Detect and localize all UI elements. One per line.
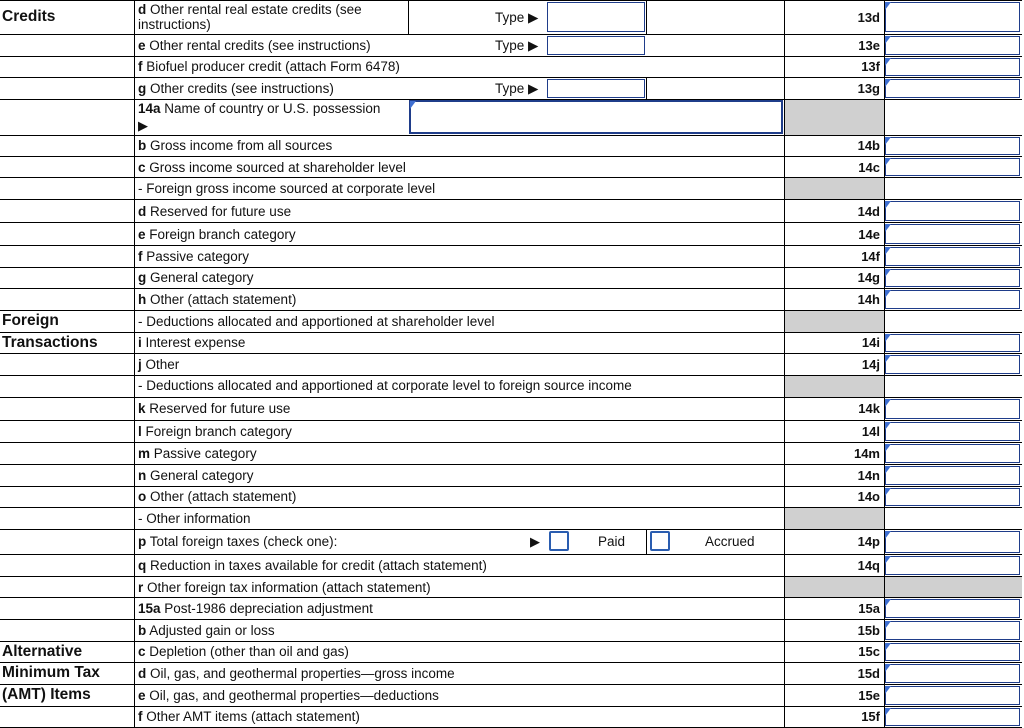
arrow-icon: ▶ (138, 118, 148, 133)
line-15f-amount-field[interactable] (885, 708, 1020, 726)
line-14d-amount-field[interactable] (885, 201, 1020, 221)
line-14b-code: 14b (857, 138, 880, 153)
section-foreign-line1: Foreign (2, 312, 59, 329)
line-15a-amount-input[interactable] (886, 600, 1019, 617)
line-13e-amount-input[interactable] (886, 37, 1019, 54)
line-13f-label: f Biofuel producer credit (attach Form 6478) (138, 59, 400, 74)
line-14g-amount-input[interactable] (886, 271, 1019, 287)
column-rule (646, 77, 647, 99)
row-rule (0, 641, 1022, 642)
field-flag-icon (885, 224, 891, 232)
type-label: Type ▶ (495, 10, 539, 25)
field-flag-icon (885, 355, 891, 363)
field-flag-icon (885, 444, 891, 452)
line-14p-amount-field[interactable] (885, 531, 1020, 553)
field-flag-icon (885, 247, 891, 255)
shaded-cell (785, 376, 884, 397)
subheading-corporate-deductions: - Deductions allocated and apportioned at corporate level to foreign source income (138, 378, 632, 393)
field-flag-icon (885, 158, 891, 166)
row-rule (0, 332, 1022, 333)
line-15a-label: 15a Post-1986 depreciation adjustment (138, 601, 373, 616)
row-rule (0, 442, 1022, 443)
line-15d-code: 15d (857, 666, 880, 681)
line-15c-amount-input[interactable] (886, 645, 1019, 661)
field-flag-icon (885, 334, 891, 342)
line-14o-amount-field[interactable] (885, 488, 1020, 506)
line-14g-code: 14g (857, 270, 880, 285)
line-14j-label: j Other (138, 357, 180, 372)
line-14p-amount-input[interactable] (886, 532, 1019, 552)
row-rule (0, 684, 1022, 685)
line-14h-code: 14h (857, 292, 880, 307)
row-rule (0, 706, 1022, 707)
line-13g-type-input[interactable] (548, 80, 644, 97)
section-amt-line1: Alternative (2, 643, 83, 660)
line-13g-amount-input[interactable] (886, 80, 1019, 97)
line-14n-amount-field[interactable] (885, 466, 1020, 485)
line-14k-amount-input[interactable] (886, 400, 1019, 418)
line-14b-label: b Gross income from all sources (138, 138, 333, 153)
line-14h-amount-field[interactable] (885, 290, 1020, 309)
row-rule (0, 267, 1022, 268)
line-13g-label: g Other credits (see instructions) (138, 81, 334, 96)
row-rule (0, 222, 1022, 223)
line-15c-code: 15c (858, 644, 880, 659)
field-flag-icon (885, 269, 891, 277)
line-15b-code: 15b (857, 623, 880, 638)
subheading-corporate-income: - Foreign gross income sourced at corporate level (138, 181, 436, 196)
accrued-checkbox[interactable] (650, 531, 670, 551)
line-15e-amount-input[interactable] (886, 687, 1019, 704)
line-14q-amount-input[interactable] (886, 557, 1019, 574)
shaded-cell (785, 508, 884, 529)
line-14m-amount-input[interactable] (886, 445, 1019, 462)
row-rule (0, 156, 1022, 157)
line-14a-label: 14a Name of country or U.S. possession (138, 101, 381, 116)
line-14b-amount-field[interactable] (885, 137, 1020, 155)
country-name-field[interactable] (409, 100, 783, 134)
field-flag-icon (885, 621, 891, 629)
shaded-cell (785, 311, 884, 332)
field-flag-icon (885, 36, 891, 44)
field-flag-icon (885, 531, 891, 539)
row-rule (0, 353, 1022, 354)
column-rule (646, 529, 647, 554)
line-14n-code: 14n (857, 468, 880, 483)
line-13d-code: 13d (857, 10, 880, 25)
accrued-label: Accrued (705, 534, 755, 549)
line-15f-code: 15f (861, 709, 880, 724)
line-14k-code: 14k (858, 401, 880, 416)
field-flag-icon (885, 664, 891, 672)
line-15f-label: f Other AMT items (attach statement) (138, 709, 360, 724)
row-rule (0, 597, 1022, 598)
line-14j-code: 14j (861, 357, 880, 372)
paid-checkbox[interactable] (549, 531, 569, 551)
line-15f-amount-input[interactable] (886, 710, 1019, 726)
row-rule (0, 56, 1022, 57)
line-14e-code: 14e (858, 227, 880, 242)
line-14c-amount-field[interactable] (885, 158, 1020, 176)
line-15e-amount-field[interactable] (885, 686, 1020, 705)
line-14i-amount-input[interactable] (886, 336, 1019, 352)
line-15a-code: 15a (858, 601, 880, 616)
line-13d-amount-field[interactable] (885, 2, 1020, 32)
section-amt-line3: (AMT) Items (2, 686, 91, 703)
field-flag-icon (885, 556, 891, 564)
row-rule (0, 464, 1022, 465)
line-14l-label: l Foreign branch category (138, 424, 292, 439)
type-label: Type ▶ (495, 38, 539, 53)
row-rule (0, 288, 1022, 289)
line-14l-amount-field[interactable] (885, 422, 1020, 441)
row-rule (0, 77, 1022, 78)
line-14d-amount-input[interactable] (886, 202, 1019, 220)
row-rule (0, 0, 1022, 1)
field-flag-icon (885, 466, 891, 474)
line-13d-label: d Other rental real estate credits (see instructions) (138, 2, 362, 32)
line-14c-label: c Gross income sourced at shareholder level (138, 160, 406, 175)
line-14k-amount-field[interactable] (885, 399, 1020, 419)
line-14c-code: 14c (858, 160, 880, 175)
line-14h-amount-input[interactable] (886, 291, 1019, 308)
row-rule (0, 486, 1022, 487)
line-14r-label: r Other foreign tax information (attach statement) (138, 580, 431, 595)
line-13g-amount-field[interactable] (885, 79, 1020, 98)
subheading-shareholder-deductions: - Deductions allocated and apportioned at shareholder level (138, 314, 495, 329)
line-14j-amount-field[interactable] (885, 355, 1020, 374)
line-15e-label: e Oil, gas, and geothermal properties—deductions (138, 688, 439, 703)
line-14k-label: k Reserved for future use (138, 401, 291, 416)
column-rule (408, 0, 409, 34)
line-14l-amount-input[interactable] (886, 423, 1019, 440)
field-flag-icon (885, 708, 891, 716)
row-rule (0, 420, 1022, 421)
line-14q-amount-field[interactable] (885, 556, 1020, 575)
line-14m-label: m Passive category (138, 446, 257, 461)
country-name-input[interactable] (411, 102, 781, 132)
line-14j-amount-input[interactable] (886, 356, 1019, 373)
line-14f-label: f Passive category (138, 249, 250, 264)
line-15d-label: d Oil, gas, and geothermal properties—gross income (138, 666, 455, 681)
shaded-cell (785, 577, 884, 597)
field-flag-icon (885, 58, 891, 66)
section-foreign-line2: Transactions (2, 334, 98, 351)
row-rule (0, 199, 1022, 200)
field-flag-icon (885, 201, 891, 209)
line-14g-amount-field[interactable] (885, 269, 1020, 287)
subheading-other-information: - Other information (138, 511, 251, 526)
line-13g-code: 13g (857, 81, 880, 96)
row-rule (0, 397, 1022, 398)
line-14q-code: 14q (857, 558, 880, 573)
line-15c-amount-field[interactable] (885, 643, 1020, 661)
line-14q-label: q Reduction in taxes available for credit (attach statement) (138, 558, 487, 573)
line-13f-amount-input[interactable] (886, 60, 1019, 76)
line-14e-amount-input[interactable] (886, 225, 1019, 243)
line-14l-code: 14l (861, 424, 880, 439)
line-13e-amount-field[interactable] (885, 36, 1020, 55)
line-13d-type-input[interactable] (548, 3, 644, 31)
field-flag-icon (885, 686, 891, 694)
line-14p-label: p Total foreign taxes (check one): (138, 534, 338, 549)
line-14n-amount-input[interactable] (886, 467, 1019, 484)
line-15b-label: b Adjusted gain or loss (138, 623, 275, 638)
line-14d-label: d Reserved for future use (138, 204, 292, 219)
line-14m-code: 14m (853, 446, 880, 461)
line-15e-code: 15e (858, 688, 880, 703)
line-13e-type-input[interactable] (548, 37, 644, 54)
line-15b-amount-field[interactable] (885, 621, 1020, 640)
line-15a-amount-field[interactable] (885, 599, 1020, 618)
line-13f-code: 13f (861, 59, 880, 74)
line-14i-amount-field[interactable] (885, 334, 1020, 352)
section-amt-line2: Minimum Tax (2, 664, 100, 681)
row-rule (0, 662, 1022, 663)
line-14g-label: g General category (138, 270, 254, 285)
line-13e-type-field[interactable] (547, 36, 645, 55)
line-15b-amount-input[interactable] (886, 622, 1019, 639)
field-flag-icon (885, 399, 891, 407)
line-14c-amount-input[interactable] (886, 160, 1019, 176)
line-14p-code: 14p (857, 534, 880, 549)
line-14o-code: 14o (857, 489, 880, 504)
field-flag-icon (885, 290, 891, 298)
line-14o-label: o Other (attach statement) (138, 489, 297, 504)
line-14e-amount-field[interactable] (885, 224, 1020, 244)
row-rule (0, 34, 1022, 35)
line-14h-label: h Other (attach statement) (138, 292, 297, 307)
field-flag-icon (885, 137, 891, 145)
column-rule (134, 0, 135, 728)
column-rule (646, 0, 647, 34)
field-flag-icon (885, 599, 891, 607)
row-rule (0, 619, 1022, 620)
field-flag-icon (410, 101, 416, 109)
line-15c-label: c Depletion (other than oil and gas) (138, 644, 349, 659)
paid-label: Paid (598, 534, 626, 549)
line-15d-amount-input[interactable] (886, 665, 1019, 682)
line-13g-type-field[interactable] (547, 79, 645, 98)
line-14o-amount-input[interactable] (886, 490, 1019, 506)
line-14i-label: i Interest expense (138, 335, 246, 350)
row-rule (0, 245, 1022, 246)
line-14f-code: 14f (861, 249, 880, 264)
line-14e-label: e Foreign branch category (138, 227, 296, 242)
field-flag-icon (885, 643, 891, 651)
line-14d-code: 14d (857, 204, 880, 219)
line-13d-type-field[interactable] (547, 2, 645, 32)
line-13e-label: e Other rental credits (see instructions) (138, 38, 371, 53)
section-credits: Credits (2, 8, 56, 25)
row-rule (0, 135, 1022, 136)
row-rule (0, 529, 1022, 530)
line-14n-label: n General category (138, 468, 254, 483)
shaded-cell (785, 100, 884, 135)
shaded-cell (885, 577, 1022, 597)
field-flag-icon (885, 79, 891, 87)
line-13e-code: 13e (858, 38, 880, 53)
field-flag-icon (885, 488, 891, 496)
line-14m-amount-field[interactable] (885, 444, 1020, 463)
line-14i-code: 14i (861, 335, 880, 350)
shaded-cell (785, 178, 884, 199)
line-13d-amount-input[interactable] (886, 3, 1019, 31)
row-rule (0, 554, 1022, 555)
line-15d-amount-field[interactable] (885, 664, 1020, 683)
field-flag-icon (885, 422, 891, 430)
field-flag-icon (885, 2, 891, 10)
line-14f-amount-field[interactable] (885, 247, 1020, 266)
line-13f-amount-field[interactable] (885, 58, 1020, 76)
line-14f-amount-input[interactable] (886, 248, 1019, 265)
arrow-icon: ▶ (530, 534, 540, 549)
type-label: Type ▶ (495, 81, 539, 96)
line-14b-amount-input[interactable] (886, 139, 1019, 155)
